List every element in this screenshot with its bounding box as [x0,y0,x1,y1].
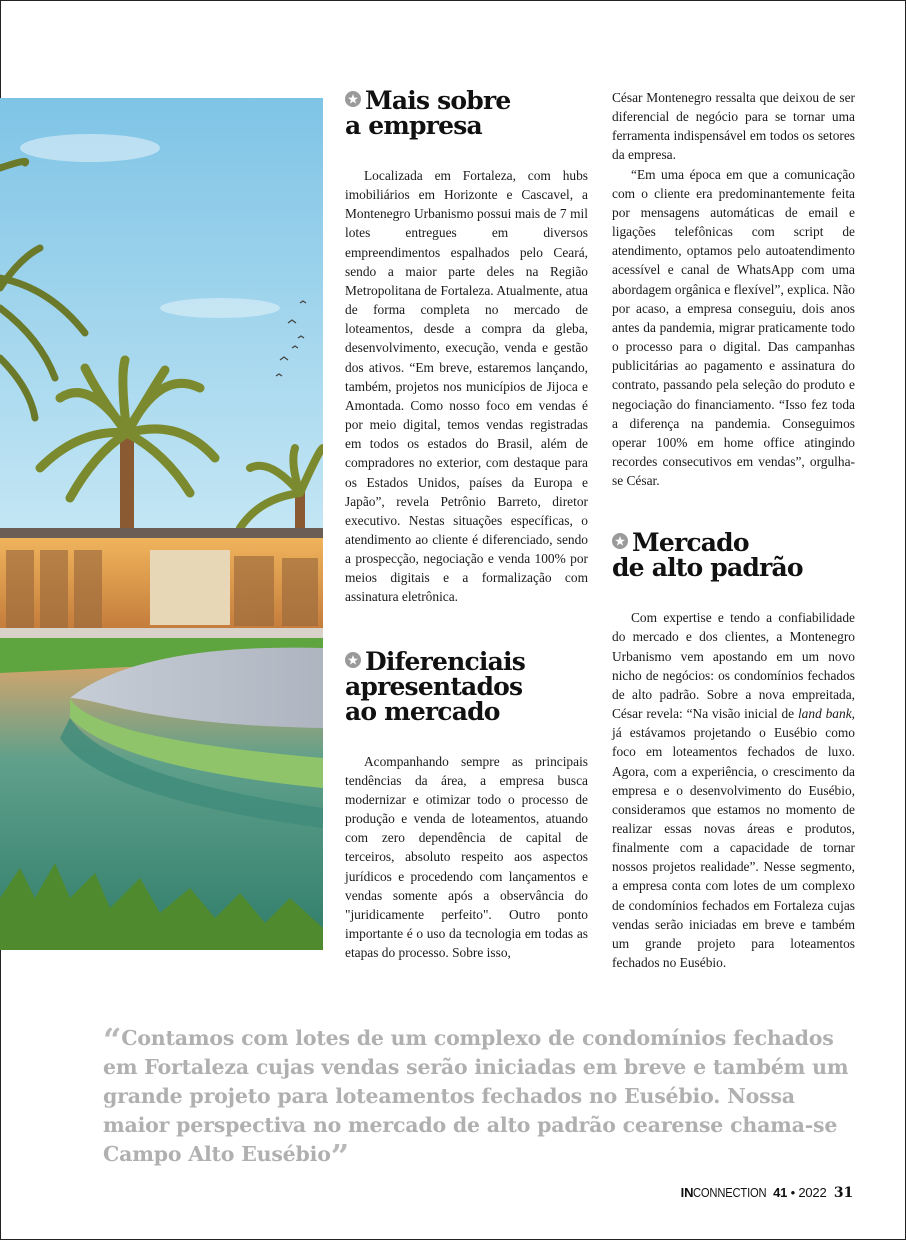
close-quote-mark: ” [330,1137,349,1175]
star-bullet-icon [345,652,361,668]
brand-in: IN [680,1185,694,1200]
page-footer [681,1185,853,1201]
title-line: de alto padrão [612,553,803,583]
brand-connection: CONNECTION [693,1185,767,1200]
section-title-alto-padrao [612,528,855,583]
column-left [345,88,588,962]
paragraph: Acompanhando sempre as principais tendências da área, a empresa busca modernizar e otimizar todo o processo de produção e venda de loteamentos, atuando com zero dependência de capital de terceiros, absoluto respeito aos aspectos jurídicos e procedendo com lançamentos e vendas somente após a observância do "juridicamente perfeito". Outro ponto importante é o uso da tecnologia em todas as etapas do processo. Sobre isso, [345,753,588,961]
section-title-empresa [345,88,588,138]
pull-quote [103,1021,855,1175]
issue-number: 41 [773,1185,788,1200]
paragraph-text: , já estávamos projetando o Eusébio como foco em loteamentos fechados de luxo. Agora, com a experiência, o crescimento da empresa e o desenvolvimento do Eusébio, consideramos que estamos no momento de realizar essas novas áreas e produtos, finalmente com a capacidade de tornar nossos projetos realidade”. Nesse segmento, a empresa conta com lotes de um complexo de condomínios fechados em Fortaleza cujas vendas serão iniciadas em breve e também um grande projeto para loteamentos fechados no Eusébio. [612,706,855,971]
section-title-diferenciais [345,646,588,726]
title-line: a empresa [345,111,482,140]
column-right [612,88,855,972]
separator: • [790,1185,795,1200]
page-number: 31 [833,1185,853,1201]
title-line: apresentados [345,671,523,701]
paragraph: Localizada em Fortaleza, com hubs imobiliários em Horizonte e Cascavel, a Montenegro Urbanismo possui mais de 7 mil lotes entregues em diversos empreendimentos espalhados pelo Ceará, sendo a maior parte deles na Região Metropolitana de Fortaleza. Atualmente, atua de forma completa no mercado de loteamentos, desde a compra da gleba, desenvolvimento, execução, venda e gestão dos ativos. “Em breve, estaremos lançando, também, projetos nos municípios de Jijoca e Amontada. Como nosso foco em vendas é por meio digital, temos vendas registradas em todos os estados do Brasil, além de compradores no exterior, com destaque para os Estados Unidos, países da Europa e Japão”, revela Petrônio Barreto, diretor executivo. Nestas situações específicas, o atendimento ao cliente é diferenciado, sendo a prospecção, negociação e venda 100% por meios digitais e a formalização com assinatura eletrônica. [345,168,588,605]
issue-year: 2022 [798,1185,827,1200]
paragraph: César Montenegro ressalta que deixou de ser diferencial de negócio para se tornar uma ferramenta indispensável em todos os setores da empresa. [612,90,855,163]
open-quote-mark: “ [103,1021,122,1059]
title-line: ao mercado [345,696,500,726]
title-line: Mais sobre [365,86,511,115]
italic-term: land bank [797,706,852,722]
star-bullet-icon [612,533,628,549]
star-bullet-icon [345,91,361,107]
paragraph [612,608,855,972]
resort-photo [0,98,323,950]
paragraph-text: Com expertise e tendo a confiabilidade do mercado e dos clientes, a Montenegro Urbanismo vem apostando em um novo nicho de negócios: os condomínios fechados de alto padrão. Sobre a nova empreitada, César revela: “Na visão inicial de [612,610,855,722]
pull-quote-text: Contamos com lotes de um complexo de condomínios fechados em Fortaleza cujas vendas serão iniciadas em breve e também um grande projeto para loteamentos fechados no Eusébio. Nossa maior perspectiva no mercado de alto padrão cearense chama-se Campo Alto Eusébio [103,1026,849,1166]
title-line: Diferenciais [365,646,525,676]
title-line: Mercado [632,528,749,558]
paragraph: “Em uma época em que a comunicação com o cliente era predominantemente feita por mensagens automáticas de email e ligações telefônicas com script de atendimento, optamos pelo autoatendimento acessível e canal de WhatsApp com uma abordagem orgânica e flexível”, explica. Não por acaso, a empresa conseguiu, dois anos antes da pandemia, migrar praticamente todo o processo para o digital. Das campanhas publicitárias ao pagamento e assinatura do contrato, passando pela seleção do produto e negociação do financiamento. “Isso fez toda a diferença na pandemia. Conseguimos operar 100% em home office atingindo recordes consecutivos em vendas”, orgulha-se César. [612,166,855,489]
